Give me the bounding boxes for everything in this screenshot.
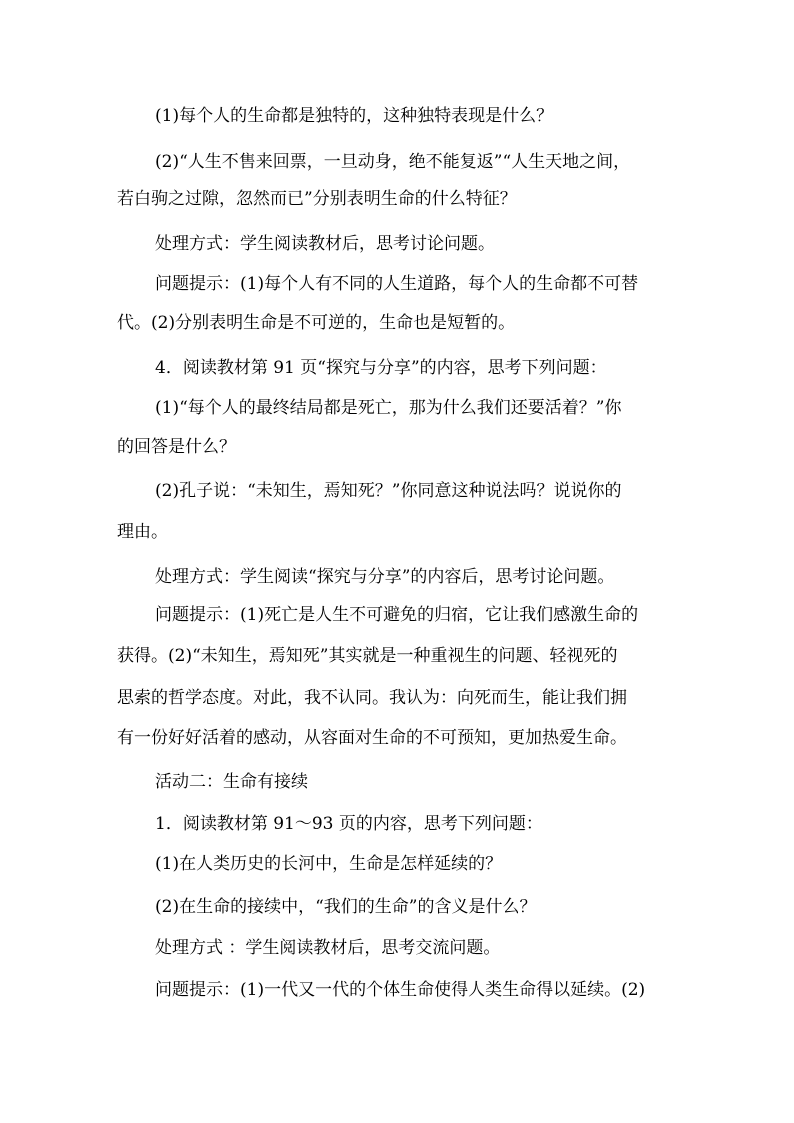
question-a2-2-text: (2)在生命的接续中，“我们的生命”的含义是什么？ <box>155 897 537 917</box>
question-4-2-text-continued: 理由。 <box>117 522 168 542</box>
handling-method-3: 处理方式 ：学生阅读教材后，思考交流问题。 <box>155 938 501 958</box>
question-a2-1-text: (1)在人类历史的长河中，生命是怎样延续的？ <box>155 854 503 874</box>
question-2-text: (2)“人生不售来回票，一旦动身，绝不能复返”“人生天地之间， <box>155 152 631 172</box>
answer-hint-3: 问题提示：(1)一代又一代的个体生命使得人类生命得以延续。(2) <box>155 980 646 1000</box>
question-4-1-text: (1)“每个人的最终结局都是死亡，那为什么我们还要活着？”你 <box>155 398 622 418</box>
handling-method-1: 处理方式：学生阅读教材后，思考讨论问题。 <box>155 234 495 254</box>
answer-hint-2-line-3: 思索的哲学态度。对此，我不认同。我认为：向死而生，能让我们拥 <box>117 688 627 708</box>
question-4-1-text-continued: 的回答是什么？ <box>117 437 236 457</box>
answer-hint-2-line-4: 有一份好好活着的感动，从容面对生命的不可预知，更加热爱生命。 <box>117 728 627 748</box>
question-4-2-text: (2)孔子说：“未知生，焉知死？”你同意这种说法吗？说说你的 <box>155 481 622 501</box>
question-2-text-continued: 若白驹之过隙，忽然而已”分别表明生命的什么特征？ <box>117 189 517 209</box>
answer-hint-2: 问题提示：(1)死亡是人生不可避免的归宿，它让我们感激生命的 <box>155 605 639 625</box>
handling-method-2: 处理方式：学生阅读“探究与分享”的内容后，思考讨论问题。 <box>155 567 615 587</box>
question-1-text: (1)每个人的生命都是独特的，这种独特表现是什么？ <box>155 106 554 126</box>
answer-hint-2-line-2: 获得。(2)“未知生，焉知死”其实就是一种重视生的问题、轻视死的 <box>117 646 618 666</box>
answer-hint-1: 问题提示：(1)每个人有不同的人生道路，每个人的生命都不可替 <box>155 274 639 294</box>
section-4-heading: 4．阅读教材第 91 页“探究与分享”的内容，思考下列问题： <box>155 358 607 378</box>
answer-hint-1-continued: 代。(2)分别表明生命是不可逆的，生命也是短暂的。 <box>117 313 516 333</box>
activity-2-section-1-heading: 1．阅读教材第 91～93 页的内容，思考下列问题： <box>155 814 543 834</box>
activity-2-heading: 活动二：生命有接续 <box>155 772 308 792</box>
